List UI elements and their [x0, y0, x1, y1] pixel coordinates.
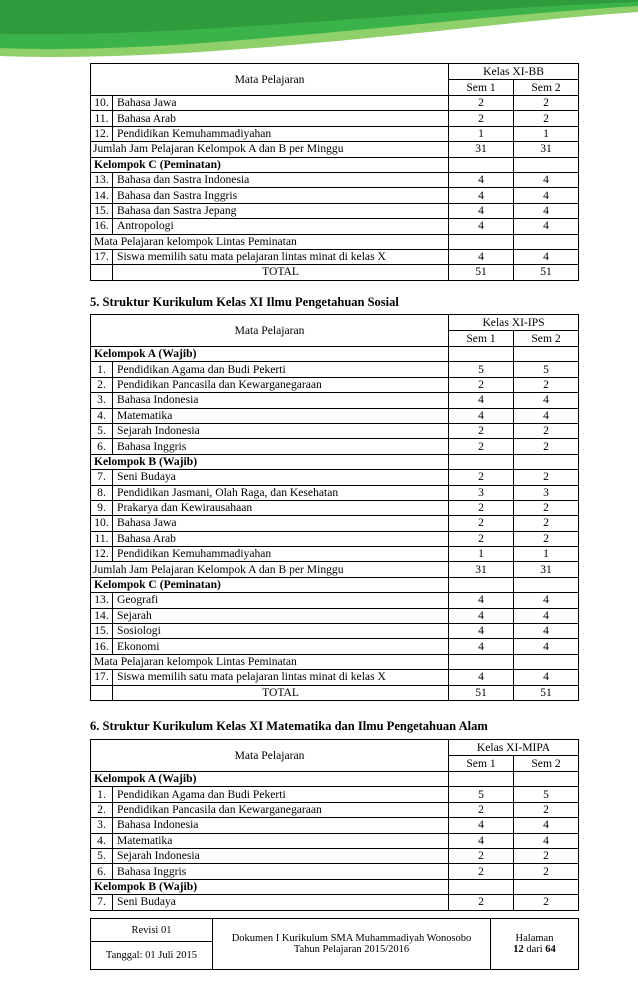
sem-2-hours: 4	[514, 624, 579, 639]
subject-name: Matematika	[113, 408, 449, 423]
row-number: 1.	[91, 362, 113, 377]
sem-2-hours: 5	[514, 362, 579, 377]
row-number: 4.	[91, 408, 113, 423]
sem-2-hours: 2	[514, 848, 579, 863]
table-kelas-xi-mipa	[90, 739, 579, 911]
row-number: 14.	[91, 608, 113, 623]
table-row	[91, 362, 579, 377]
sem-2-hours: 4	[514, 408, 579, 423]
sem-1-hours: 2	[449, 516, 514, 531]
header-subject: Mata Pelajaran	[91, 740, 449, 772]
sem-1-hours: 1	[449, 547, 514, 562]
sem-1-hours: 4	[449, 818, 514, 833]
subject-name: Pendidikan Kemuhammadiyahan	[113, 547, 449, 562]
sem-2-hours: 4	[514, 818, 579, 833]
sem-1-hours: 1	[449, 126, 514, 141]
sem-1-hours: 2	[449, 423, 514, 438]
sem-1-hours: 4	[449, 670, 514, 685]
table-row	[91, 531, 579, 546]
sem-1-hours: 4	[449, 593, 514, 608]
sum-label: Jumlah Jam Pelajaran Kelompok A dan B per Minggu	[91, 562, 449, 577]
row-number: 5.	[91, 423, 113, 438]
subject-name: Pendidikan Pancasila dan Kewarganegaraan	[113, 802, 449, 817]
subject-name: Pendidikan Jasmani, Olah Raga, dan Kesehatan	[113, 485, 449, 500]
sem-1-hours: 2	[449, 895, 514, 910]
sem-1-hours: 4	[449, 219, 514, 234]
table-row	[91, 408, 579, 423]
revision-date: Tanggal: 01 Juli 2015	[91, 942, 213, 970]
header-subject: Mata Pelajaran	[91, 64, 449, 96]
subject-name: Bahasa Arab	[113, 531, 449, 546]
sem-2-hours: 4	[514, 219, 579, 234]
group-heading: Kelompok B (Wajib)	[91, 879, 449, 894]
table-row	[91, 608, 579, 623]
table-row	[91, 577, 579, 592]
table-kelas-xi-ips	[90, 314, 579, 701]
row-number: 11.	[91, 111, 113, 126]
table-row	[91, 249, 579, 264]
row-number: 1.	[91, 787, 113, 802]
table-row	[91, 439, 579, 454]
table-row	[91, 879, 579, 894]
row-number: 10.	[91, 96, 113, 111]
sem-1-hours: 5	[449, 787, 514, 802]
sem-2-hours: 4	[514, 639, 579, 654]
row-number: 8.	[91, 485, 113, 500]
row-number: 3.	[91, 393, 113, 408]
subject-name: Bahasa Arab	[113, 111, 449, 126]
sem-1-hours: 2	[449, 439, 514, 454]
table-row	[91, 593, 579, 608]
group-heading: Kelompok A (Wajib)	[91, 772, 449, 787]
sem-1-hours: 4	[449, 393, 514, 408]
sem-2-hours: 2	[514, 802, 579, 817]
subject-name: Siswa memilih satu mata pelajaran lintas minat di kelas X	[113, 670, 449, 685]
row-number: 4.	[91, 833, 113, 848]
row-number: 2.	[91, 802, 113, 817]
table-row	[91, 624, 579, 639]
table-row	[91, 562, 579, 577]
sem-1-hours: 4	[449, 408, 514, 423]
sem-1-hours: 2	[449, 500, 514, 515]
sem-1-hours: 4	[449, 203, 514, 218]
table-row	[91, 265, 579, 280]
row-number: 6.	[91, 439, 113, 454]
sem-1-hours: 4	[449, 608, 514, 623]
sem-2-total: 51	[514, 265, 579, 280]
table-row	[91, 895, 579, 910]
subject-name: Bahasa Indonesia	[113, 393, 449, 408]
sem-1-hours: 2	[449, 470, 514, 485]
table-row	[91, 516, 579, 531]
header-class: Kelas XI-IPS	[449, 315, 579, 331]
row-number: 15.	[91, 624, 113, 639]
sem-2-hours: 2	[514, 423, 579, 438]
subject-name: Bahasa dan Sastra Jepang	[113, 203, 449, 218]
header-banner	[0, 0, 638, 62]
row-number: 17.	[91, 670, 113, 685]
table-row	[91, 157, 579, 172]
sem-2-hours: 4	[514, 393, 579, 408]
subject-name: Pendidikan Kemuhammadiyahan	[113, 126, 449, 141]
header-class: Kelas XI-BB	[449, 64, 579, 80]
sem-2-hours: 4	[514, 188, 579, 203]
subject-name: Sejarah Indonesia	[113, 848, 449, 863]
subject-name: Pendidikan Agama dan Budi Pekerti	[113, 787, 449, 802]
row-number: 7.	[91, 895, 113, 910]
sem-1-hours: 31	[449, 142, 514, 157]
sem-2-hours: 3	[514, 485, 579, 500]
sem-2-hours: 1	[514, 126, 579, 141]
table-row	[91, 377, 579, 392]
sem-2-total: 51	[514, 685, 579, 700]
sem-2-hours: 31	[514, 142, 579, 157]
subject-name: Sejarah	[113, 608, 449, 623]
sem-2-hours: 1	[514, 547, 579, 562]
subject-name: Pendidikan Agama dan Budi Pekerti	[113, 362, 449, 377]
subject-name: Seni Budaya	[113, 470, 449, 485]
row-number: 15.	[91, 203, 113, 218]
group-heading: Kelompok B (Wajib)	[91, 454, 449, 469]
table-row	[91, 219, 579, 234]
table-row	[91, 787, 579, 802]
category-label: Mata Pelajaran kelompok Lintas Peminatan	[91, 234, 449, 249]
table-row	[91, 500, 579, 515]
table-kelas-xi-bb	[90, 63, 579, 281]
table-row	[91, 654, 579, 669]
sem-1-hours: 4	[449, 833, 514, 848]
sem-1-hours: 31	[449, 562, 514, 577]
sem-1-hours: 4	[449, 172, 514, 187]
header-sem-1: Sem 1	[449, 331, 514, 347]
header-sem-2: Sem 2	[514, 331, 579, 347]
row-number: 13.	[91, 172, 113, 187]
row-number: 12.	[91, 547, 113, 562]
subject-name: Sosiologi	[113, 624, 449, 639]
table-row	[91, 639, 579, 654]
subject-name: Bahasa Jawa	[113, 96, 449, 111]
sem-2-hours: 2	[514, 377, 579, 392]
sem-1-hours: 2	[449, 848, 514, 863]
subject-name: Bahasa Indonesia	[113, 818, 449, 833]
table-row	[91, 172, 579, 187]
row-number: 16.	[91, 219, 113, 234]
subject-name: Bahasa dan Sastra Inggris	[113, 188, 449, 203]
sem-2-hours: 4	[514, 172, 579, 187]
row-number: 13.	[91, 593, 113, 608]
section-5-title: 5. Struktur Kurikulum Kelas XI Ilmu Pengetahuan Sosial	[90, 295, 399, 309]
page-footer	[90, 918, 579, 970]
row-number: 10.	[91, 516, 113, 531]
header-sem-2: Sem 2	[514, 80, 579, 96]
table-row	[91, 833, 579, 848]
sem-2-hours: 2	[514, 500, 579, 515]
table-row	[91, 96, 579, 111]
group-heading: Kelompok A (Wajib)	[91, 347, 449, 362]
table-row	[91, 470, 579, 485]
sem-2-hours: 2	[514, 111, 579, 126]
table-row	[91, 818, 579, 833]
table-row	[91, 485, 579, 500]
table-row	[91, 234, 579, 249]
subject-name: Antropologi	[113, 219, 449, 234]
table-row	[91, 547, 579, 562]
table-row	[91, 772, 579, 787]
sem-2-hours: 4	[514, 203, 579, 218]
sem-1-hours: 2	[449, 531, 514, 546]
group-heading: Kelompok C (Peminatan)	[91, 157, 449, 172]
sem-1-total: 51	[449, 265, 514, 280]
sem-1-hours: 2	[449, 377, 514, 392]
row-number: 14.	[91, 188, 113, 203]
row-number: 5.	[91, 848, 113, 863]
row-number: 16.	[91, 639, 113, 654]
row-number: 17.	[91, 249, 113, 264]
sem-2-hours: 2	[514, 864, 579, 879]
table-row	[91, 203, 579, 218]
table-row	[91, 454, 579, 469]
sem-2-hours: 2	[514, 439, 579, 454]
table-row	[91, 393, 579, 408]
row-number: 2.	[91, 377, 113, 392]
row-number: 9.	[91, 500, 113, 515]
subject-name: Bahasa dan Sastra Indonesia	[113, 172, 449, 187]
header-class: Kelas XI-MIPA	[449, 740, 579, 756]
header-sem-1: Sem 1	[449, 756, 514, 772]
sem-2-hours: 2	[514, 516, 579, 531]
category-label: Mata Pelajaran kelompok Lintas Peminatan	[91, 654, 449, 669]
table-row	[91, 111, 579, 126]
sem-1-total: 51	[449, 685, 514, 700]
subject-name: Bahasa Inggris	[113, 439, 449, 454]
row-number: 12.	[91, 126, 113, 141]
sem-1-hours: 4	[449, 639, 514, 654]
sem-2-hours: 4	[514, 593, 579, 608]
total-label: TOTAL	[113, 265, 449, 280]
sem-1-hours: 2	[449, 802, 514, 817]
subject-name: Prakarya dan Kewirausahaan	[113, 500, 449, 515]
subject-name: Sejarah Indonesia	[113, 423, 449, 438]
section-6-title: 6. Struktur Kurikulum Kelas XI Matematika dan Ilmu Pengetahuan Alam	[90, 719, 488, 733]
table-row	[91, 685, 579, 700]
row-number: 7.	[91, 470, 113, 485]
subject-name: Matematika	[113, 833, 449, 848]
row-number: 3.	[91, 818, 113, 833]
header-subject: Mata Pelajaran	[91, 315, 449, 347]
table-row	[91, 347, 579, 362]
subject-name: Bahasa Inggris	[113, 864, 449, 879]
sem-2-hours: 4	[514, 249, 579, 264]
header-sem-1: Sem 1	[449, 80, 514, 96]
group-heading: Kelompok C (Peminatan)	[91, 577, 449, 592]
sem-1-hours: 2	[449, 96, 514, 111]
subject-name: Seni Budaya	[113, 895, 449, 910]
sem-1-hours: 4	[449, 624, 514, 639]
table-row	[91, 802, 579, 817]
sem-1-hours: 5	[449, 362, 514, 377]
sem-2-hours: 2	[514, 531, 579, 546]
sem-2-hours: 2	[514, 96, 579, 111]
sem-2-hours: 4	[514, 833, 579, 848]
sem-1-hours: 4	[449, 249, 514, 264]
table-row	[91, 864, 579, 879]
row-number: 11.	[91, 531, 113, 546]
table-row	[91, 423, 579, 438]
subject-name: Pendidikan Pancasila dan Kewarganegaraan	[113, 377, 449, 392]
sem-1-hours: 3	[449, 485, 514, 500]
sem-2-hours: 5	[514, 787, 579, 802]
subject-name: Geografi	[113, 593, 449, 608]
table-row	[91, 670, 579, 685]
sem-1-hours: 4	[449, 188, 514, 203]
sem-2-hours: 4	[514, 670, 579, 685]
page-number: Halaman 12 dari 64	[491, 919, 579, 970]
document-title: Dokumen I Kurikulum SMA Muhammadiyah Wonosobo Tahun Pelajaran 2015/2016	[213, 919, 491, 970]
table-row	[91, 848, 579, 863]
header-sem-2: Sem 2	[514, 756, 579, 772]
sem-1-hours: 2	[449, 864, 514, 879]
subject-name: Bahasa Jawa	[113, 516, 449, 531]
revision: Revisi 01	[91, 919, 213, 942]
table-row	[91, 126, 579, 141]
sem-2-hours: 4	[514, 608, 579, 623]
subject-name: Siswa memilih satu mata pelajaran lintas minat di kelas X	[113, 249, 449, 264]
row-number: 6.	[91, 864, 113, 879]
sum-label: Jumlah Jam Pelajaran Kelompok A dan B per Minggu	[91, 142, 449, 157]
subject-name: Ekonomi	[113, 639, 449, 654]
sem-2-hours: 2	[514, 470, 579, 485]
total-label: TOTAL	[113, 685, 449, 700]
table-row	[91, 188, 579, 203]
sem-1-hours: 2	[449, 111, 514, 126]
table-row	[91, 142, 579, 157]
sem-2-hours: 2	[514, 895, 579, 910]
sem-2-hours: 31	[514, 562, 579, 577]
